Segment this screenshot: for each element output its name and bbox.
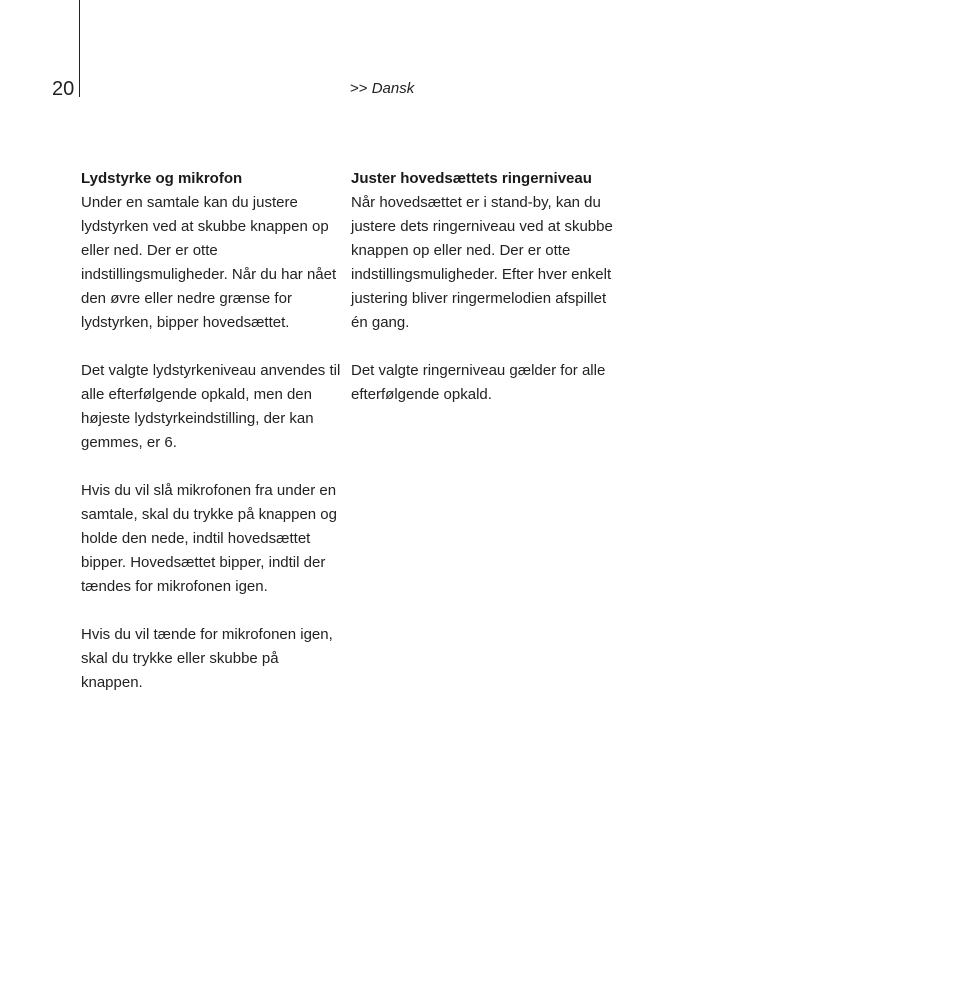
section-language: Dansk: [371, 80, 415, 97]
right-column-heading: Juster hovedsættets ringerniveau: [351, 170, 592, 187]
left-paragraph-2: Det valgte lydstyrkeniveau anvendes til alle efterfølgende opkald, men den højeste lydstyrkeindstilling, der kan gemmes, er 6.: [81, 362, 341, 451]
right-paragraph-1: Når hovedsættet er i stand-by, kan du justere dets ringerniveau ved at skubbe knappen op eller ned. Der er otte indstillingsmuligheder. Efter hver enkelt justering bliver ringermelodien afspillet én gang.: [351, 194, 613, 331]
left-paragraph-4: Hvis du vil tænde for mikrofonen igen, skal du trykke eller skubbe på knappen.: [81, 626, 333, 691]
left-paragraph-1: Under en samtale kan du justere lydstyrken ved at skubbe knappen op eller ned. Der er otte indstillingsmuligheder. Når du har nået den øvre eller nedre grænse for lydstyrken, bipper hovedsættet.: [81, 194, 337, 331]
right-column: [351, 167, 613, 431]
left-paragraph-3: Hvis du vil slå mikrofonen fra under en samtale, skal du trykke på knappen og holde den nede, indtil hovedsættet bipper. Hovedsættet bipper, indtil der tændes for mikrofonen igen.: [81, 482, 337, 595]
section-prefix: >>: [350, 80, 368, 97]
page-number: 20: [52, 78, 75, 100]
section-label: [350, 79, 414, 99]
left-column-heading: Lydstyrke og mikrofon: [81, 170, 243, 187]
right-paragraph-2: Det valgte ringerniveau gælder for alle efterfølgende opkald.: [351, 362, 606, 403]
margin-rule: [79, 0, 80, 97]
left-column: [81, 167, 343, 719]
